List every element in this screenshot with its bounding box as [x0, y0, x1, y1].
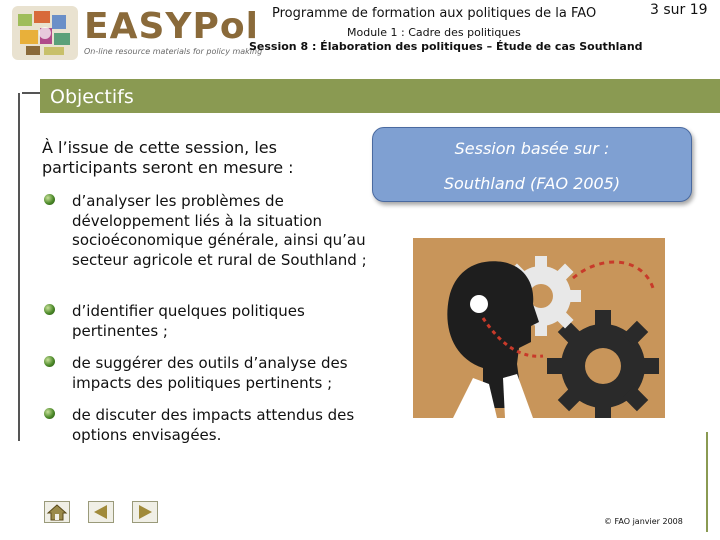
programme-title: Programme de formation aux politiques de la FAO	[272, 6, 597, 21]
policy-thinking-illustration	[413, 238, 665, 418]
frame-right-line	[706, 432, 708, 532]
bullet-icon	[44, 304, 55, 315]
bracket-top-line	[22, 92, 42, 94]
back-button[interactable]	[88, 501, 114, 523]
bullet-icon	[44, 408, 55, 419]
forward-button[interactable]	[132, 501, 158, 523]
list-item-text: d’identifier quelques politiques pertinentes ;	[72, 302, 305, 340]
info-box-reference: Southland (FAO 2005)	[443, 174, 621, 193]
forward-arrow-icon	[133, 502, 157, 522]
list-item-text: d’analyser les problèmes de développement liés à la situation socioéconomique générale, ainsi qu’au secteur agricole et rural de Southland ;	[72, 192, 367, 269]
home-button[interactable]	[44, 501, 70, 523]
module-line: Module 1 : Cadre des politiques	[347, 26, 521, 39]
bullet-icon	[44, 356, 55, 367]
back-arrow-icon	[89, 502, 113, 522]
list-item	[40, 192, 370, 270]
list-item	[40, 406, 370, 445]
list-item	[40, 302, 370, 341]
section-bar	[40, 79, 720, 113]
list-item-text: de discuter des impacts attendus des options envisagées.	[72, 406, 355, 444]
section-title: Objectifs	[50, 86, 134, 108]
logo-wordmark: EASYPol	[84, 6, 259, 47]
home-icon	[45, 502, 69, 522]
easypol-logo	[12, 4, 262, 60]
logo-tagline: On-line resource materials for policy making	[84, 47, 263, 56]
copyright-footer: © FAO janvier 2008	[604, 517, 683, 526]
bracket-left-line	[18, 93, 20, 441]
logo-mark-icon	[12, 6, 78, 60]
list-item	[40, 354, 370, 393]
session-line: Session 8 : Élaboration des politiques – Étude de cas Southland	[249, 40, 643, 53]
list-item-text: de suggérer des outils d’analyse des impacts des politiques pertinents ;	[72, 354, 348, 392]
info-box-heading: Session basée sur :	[454, 139, 610, 158]
page-counter: 3 sur 19	[650, 2, 708, 18]
bullet-icon	[44, 194, 55, 205]
intro-text: À l’issue de cette session, les participants seront en mesure :	[42, 138, 294, 177]
